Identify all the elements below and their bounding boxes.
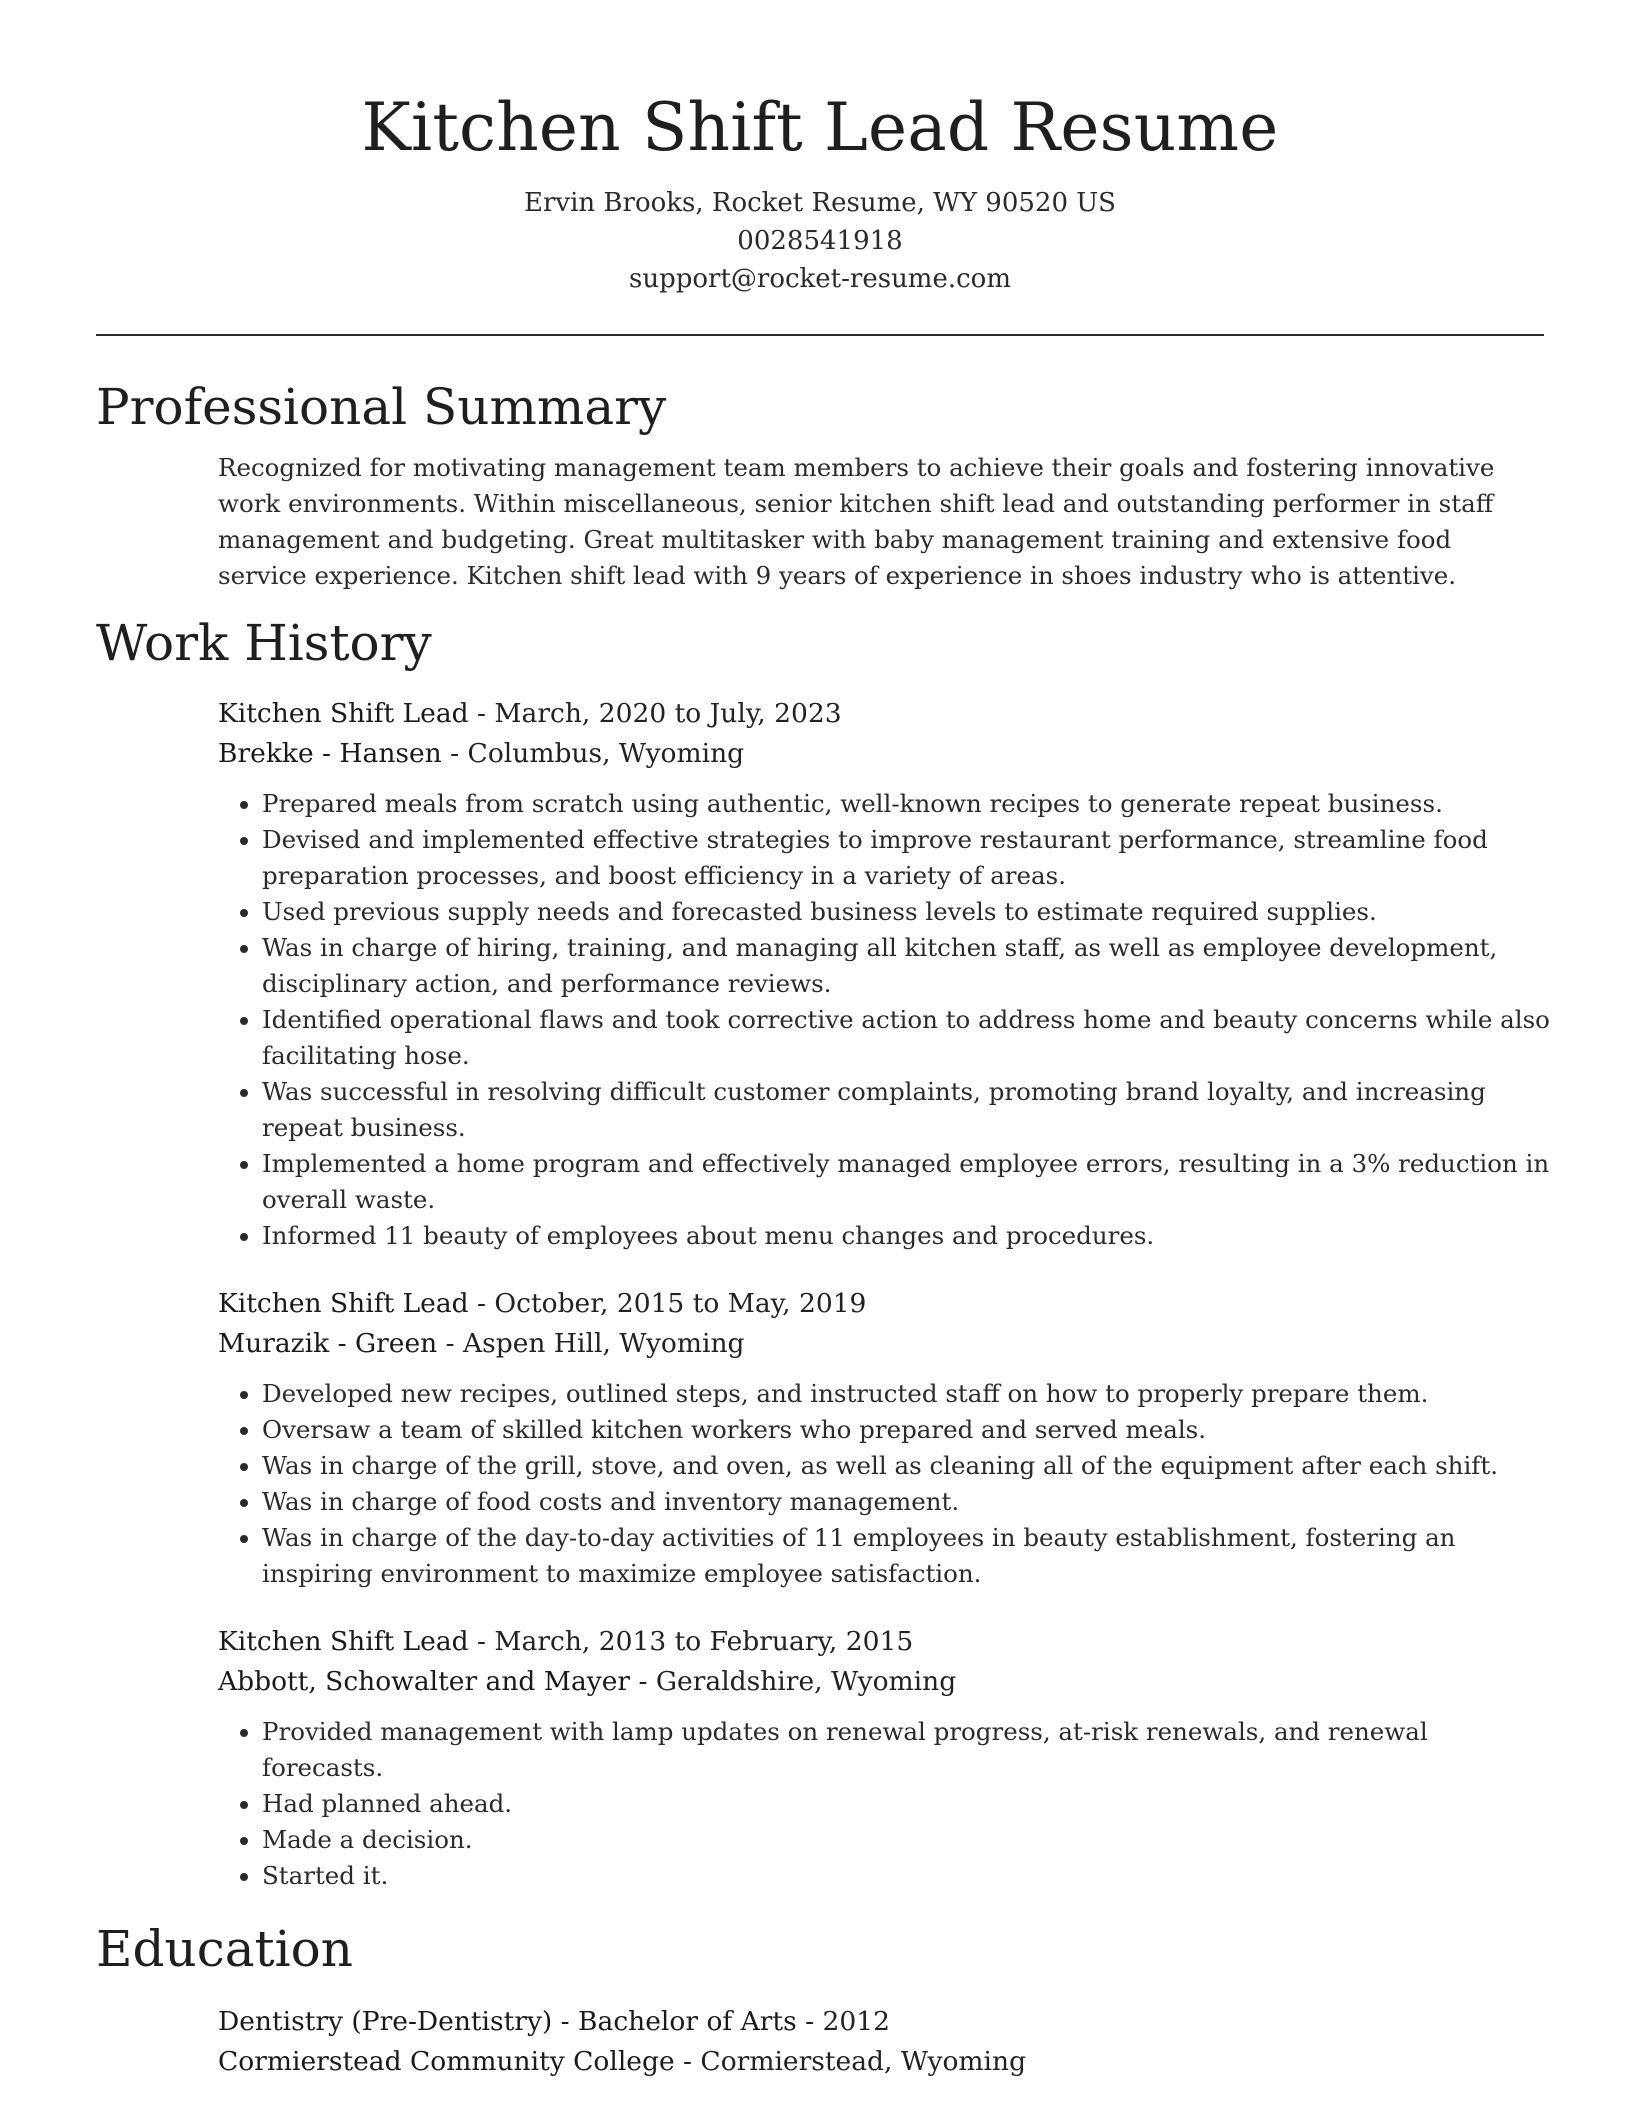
summary-section — [96, 376, 1544, 594]
job-bullet: • Was successful in resolving difficult customer complaints, promoting brand loyalty, and increasing repeat business. — [262, 1074, 1550, 1146]
job-entry — [218, 694, 1550, 1254]
contact-block — [96, 184, 1544, 298]
education-school-line — [218, 2042, 1544, 2082]
education-heading: Education — [96, 1920, 353, 1978]
job-title: Kitchen Shift Lead — [218, 1288, 469, 1319]
resume-title: Kitchen Shift Lead Resume — [361, 89, 1279, 166]
education-entry — [218, 2002, 1544, 2082]
job-bullet: • Used previous supply needs and forecasted business levels to estimate required supplies. — [262, 894, 1550, 930]
job-bullet: • Developed new recipes, outlined steps, and instructed staff on how to properly prepare them. — [262, 1376, 1550, 1412]
job-title: Kitchen Shift Lead — [218, 698, 469, 729]
work-history-section — [96, 612, 1550, 1894]
header-divider — [96, 334, 1544, 336]
job-company: Murazik - Green — [218, 1328, 438, 1359]
job-bullet-list — [218, 1376, 1550, 1592]
education-degree-line — [218, 2002, 1544, 2042]
job-bullet: • Provided management with lamp updates on renewal progress, at-risk renewals, and renewal forecasts. — [262, 1714, 1550, 1786]
job-bullet: • Informed 11 beauty of employees about menu changes and procedures. — [262, 1218, 1550, 1254]
job-location: - Aspen Hill, Wyoming — [437, 1328, 745, 1359]
contact-email: support@rocket-resume.com — [628, 264, 1011, 294]
summary-text: Recognized for motivating management team members to achieve their goals and fostering innovative work environments. Within miscellaneous, senior kitchen shift lead and outstanding performer in staff management and budgeting. Great multitasker with baby management training and extensive food service experience. Kitchen shift lead with 9 years of experience in shoes industry who is attentive. — [218, 453, 1495, 590]
job-bullet: • Was in charge of the grill, stove, and oven, as well as cleaning all of the equipment after each shift. — [262, 1448, 1550, 1484]
job-location: - Geraldshire, Wyoming — [630, 1666, 957, 1697]
job-bullet: • Was in charge of food costs and inventory management. — [262, 1484, 1550, 1520]
summary-heading: Professional Summary — [96, 378, 667, 436]
job-title-line — [218, 1622, 1544, 1662]
job-bullet: • Started it. — [262, 1858, 1550, 1894]
job-entry — [218, 1284, 1544, 1592]
job-dates: - March, 2020 to July, 2023 — [468, 698, 842, 729]
job-bullet: • Prepared meals from scratch using authentic, well-known recipes to generate repeat business. — [262, 786, 1550, 822]
job-company-line — [218, 1324, 1544, 1364]
job-bullet: • Was in charge of hiring, training, and managing all kitchen staff, as well as employee development, disciplinary action, and performance reviews. — [262, 930, 1550, 1002]
job-bullet-list — [218, 1714, 1550, 1894]
education-year: - 2012 — [796, 2006, 890, 2037]
education-section — [96, 1918, 1544, 2082]
job-bullet: • Had planned ahead. — [262, 1786, 1550, 1822]
job-bullet: • Devised and implemented effective strategies to improve restaurant performance, streamline food preparation processes, and boost efficiency in a variety of areas. — [262, 822, 1550, 894]
job-company: Brekke - Hansen — [218, 738, 442, 769]
job-bullet: • Made a decision. — [262, 1822, 1550, 1858]
job-company-line — [218, 1662, 1544, 1702]
job-dates: - October, 2015 to May, 2019 — [468, 1288, 867, 1319]
contact-address: Ervin Brooks, Rocket Resume, WY 90520 US — [523, 188, 1116, 218]
job-bullet: • Identified operational flaws and took corrective action to address home and beauty concerns while also facilitating hose. — [262, 1002, 1550, 1074]
job-bullet: • Oversaw a team of skilled kitchen workers who prepared and served meals. — [262, 1412, 1550, 1448]
job-company: Abbott, Schowalter and Mayer — [218, 1666, 631, 1697]
job-bullet-list — [218, 786, 1550, 1254]
job-dates: - March, 2013 to February, 2015 — [468, 1626, 914, 1657]
contact-phone: 0028541918 — [737, 226, 903, 256]
job-entry — [218, 1622, 1544, 1894]
job-company-line — [218, 734, 1544, 774]
education-school: Cormierstead Community College — [218, 2046, 675, 2077]
education-location: - Cormierstead, Wyoming — [674, 2046, 1027, 2077]
education-degree: Dentistry (Pre-Dentistry) - Bachelor of Arts — [218, 2006, 797, 2037]
job-title-line — [218, 694, 1544, 734]
resume-page — [96, 0, 1550, 2082]
job-bullet: • Implemented a home program and effectively managed employee errors, resulting in a 3% reduction in overall waste. — [262, 1146, 1550, 1218]
job-title: Kitchen Shift Lead — [218, 1626, 469, 1657]
job-title-line — [218, 1284, 1544, 1324]
job-bullet: • Was in charge of the day-to-day activities of 11 employees in beauty establishment, fostering an inspiring environment to maximize employee satisfaction. — [262, 1520, 1550, 1592]
job-location: - Columbus, Wyoming — [441, 738, 745, 769]
work-history-heading: Work History — [96, 614, 432, 672]
